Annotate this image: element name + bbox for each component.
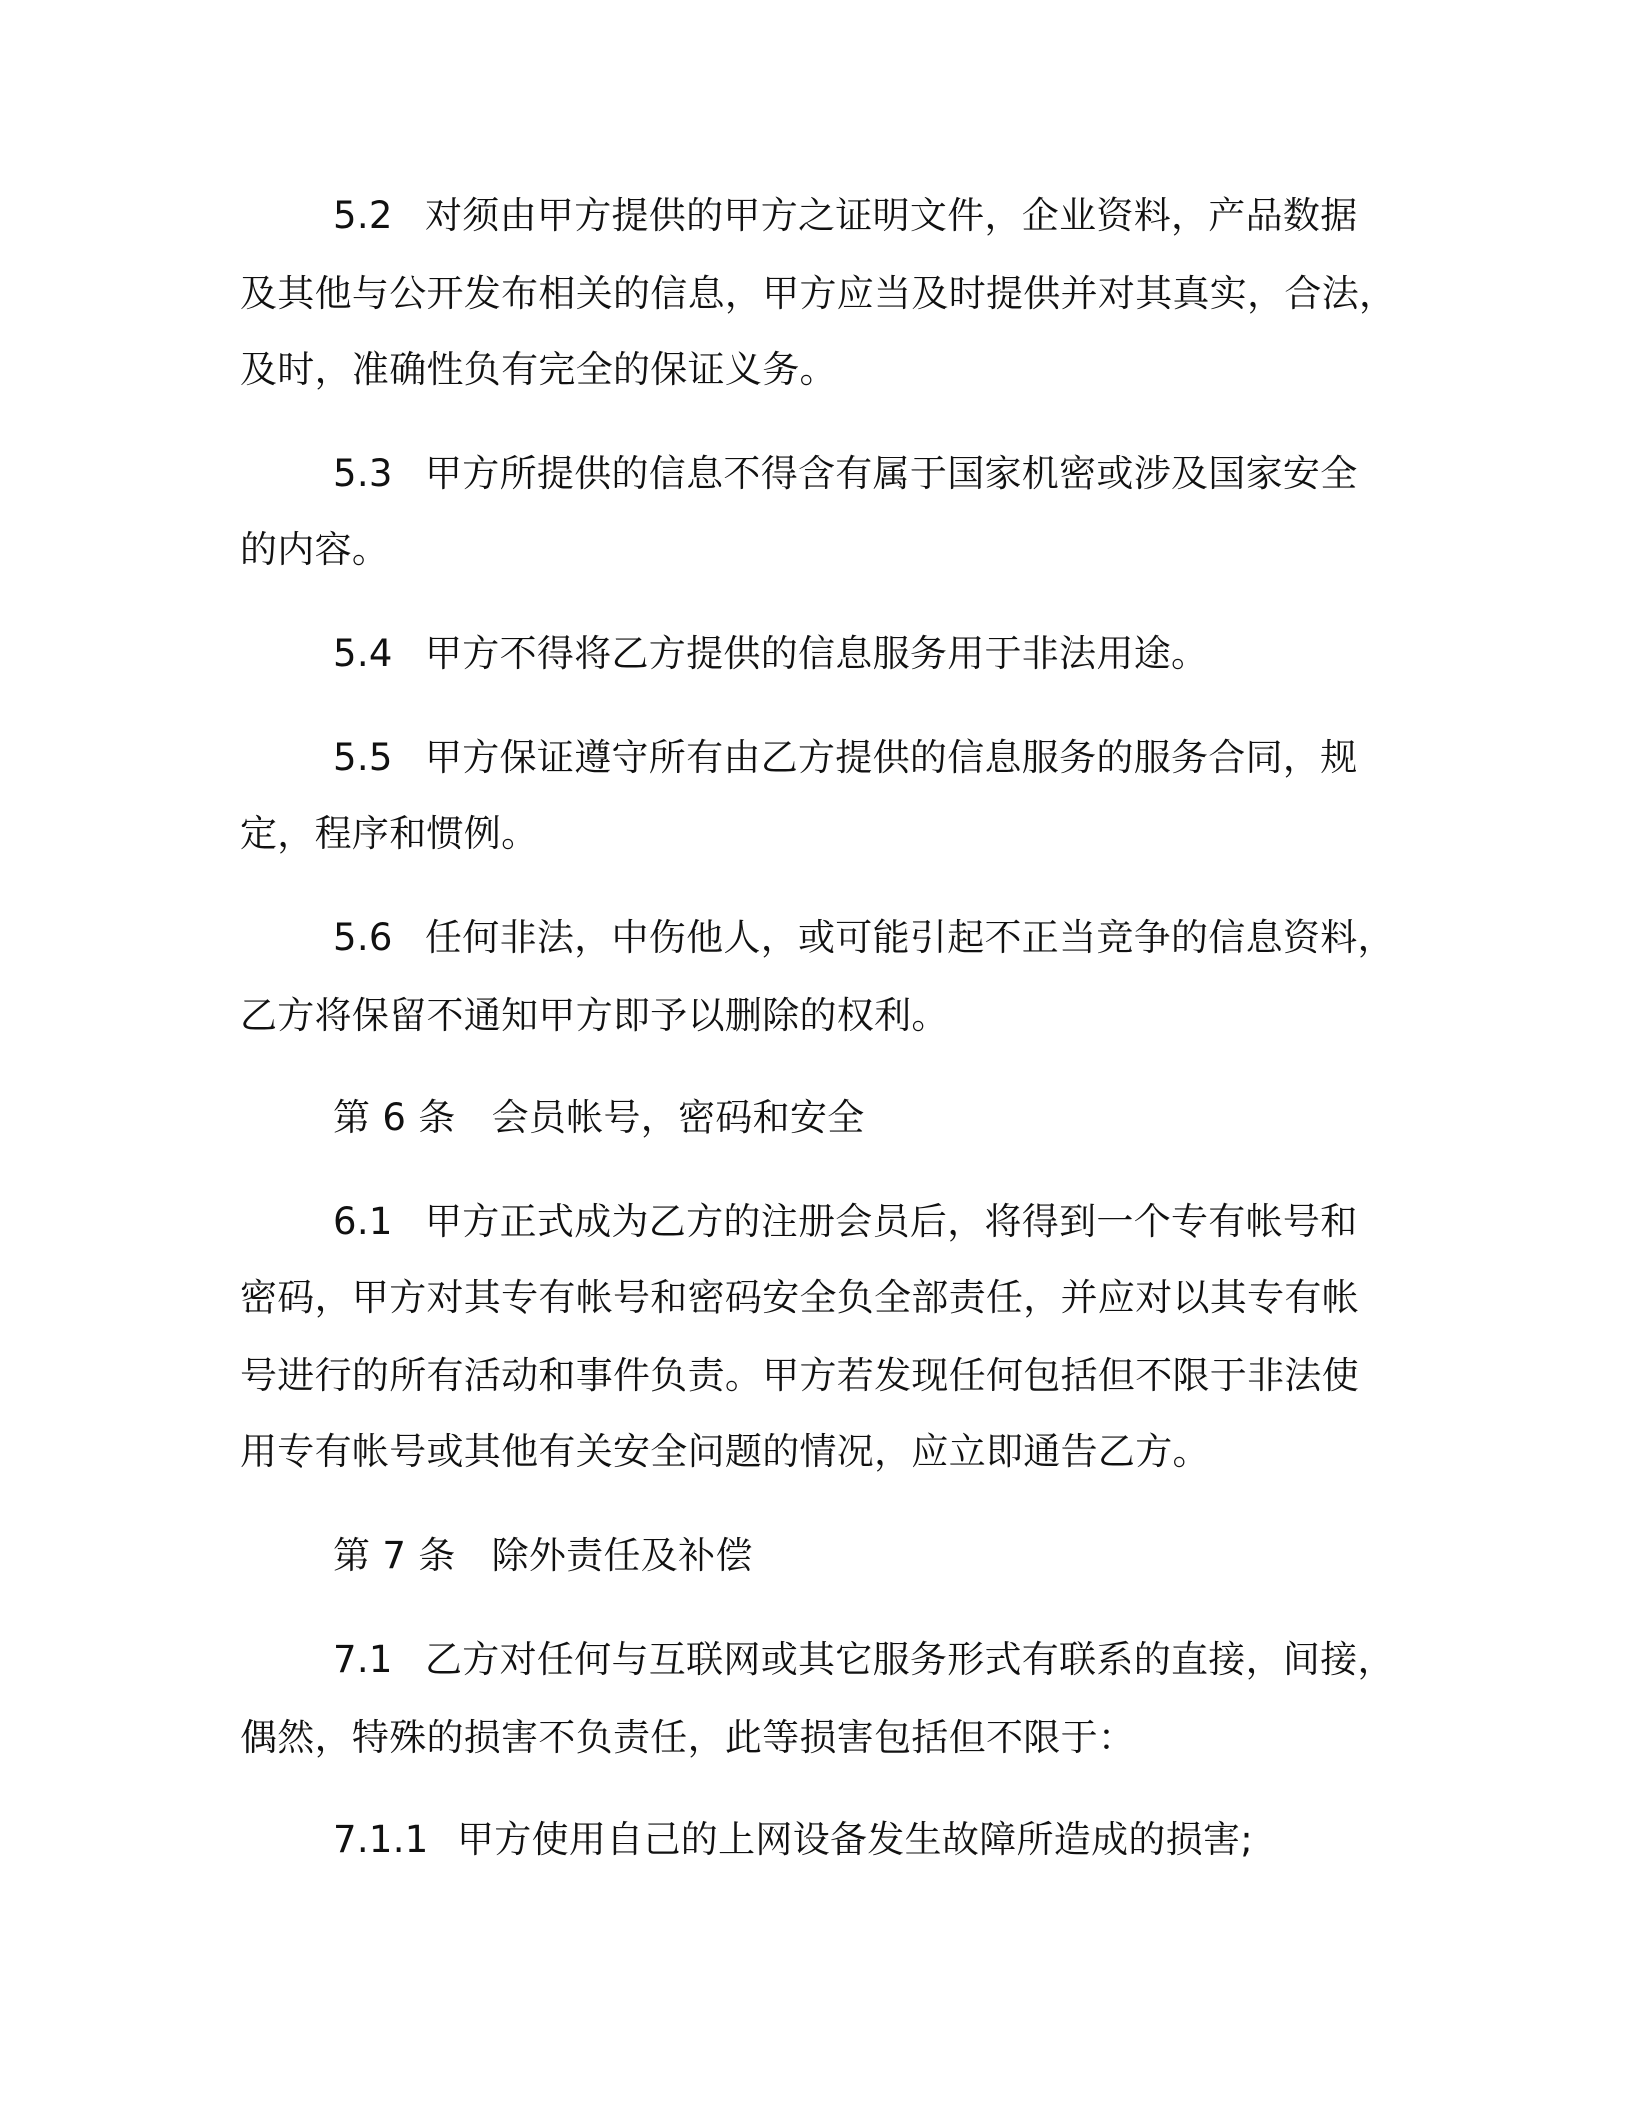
para-number: 6.1 <box>333 1200 393 1243</box>
para-number: 5.2 <box>333 194 393 237</box>
para-5-3-line-1 <box>333 448 1358 500</box>
para-text: 乙方对任何与互联网或其它服务形式有联系的直接，间接， <box>425 1638 1395 1681</box>
para-number: 7.1 <box>333 1638 393 1681</box>
para-number: 5.3 <box>333 452 393 495</box>
para-5-4-line-1 <box>333 628 1208 680</box>
para-number: 5.6 <box>333 916 393 959</box>
para-6-1-line-1 <box>333 1196 1358 1248</box>
para-6-1-line-2: 密码，甲方对其专有帐号和密码安全负全部责任，并应对以其专有帐 <box>240 1276 1359 1319</box>
para-number: 5.5 <box>333 736 393 779</box>
para-number: 5.4 <box>333 632 393 675</box>
para-text: 甲方所提供的信息不得含有属于国家机密或涉及国家安全 <box>425 452 1358 495</box>
para-5-6-line-2: 乙方将保留不通知甲方即予以删除的权利。 <box>240 994 949 1037</box>
para-5-2-line-1 <box>333 190 1358 242</box>
para-5-2-line-3: 及时，准确性负有完全的保证义务。 <box>240 348 837 391</box>
article-label: 第 7 条 <box>333 1534 456 1577</box>
article-7-heading <box>333 1530 753 1582</box>
para-7-1-line-2: 偶然，特殊的损害不负责任，此等损害包括但不限于： <box>240 1716 1136 1759</box>
para-number: 7.1.1 <box>333 1818 429 1861</box>
para-6-1-line-3: 号进行的所有活动和事件负责。甲方若发现任何包括但不限于非法使 <box>240 1354 1359 1397</box>
para-text: 甲方保证遵守所有由乙方提供的信息服务的服务合同，规 <box>425 736 1358 779</box>
para-5-5-line-2: 定，程序和惯例。 <box>240 812 539 855</box>
para-6-1-line-4: 用专有帐号或其他有关安全问题的情况，应立即通告乙方。 <box>240 1430 1210 1473</box>
para-5-2-line-2: 及其他与公开发布相关的信息，甲方应当及时提供并对其真实，合法， <box>240 272 1397 315</box>
para-text: 对须由甲方提供的甲方之证明文件，企业资料，产品数据 <box>425 194 1358 237</box>
para-5-3-line-2: 的内容。 <box>240 528 390 571</box>
para-text: 任何非法，中伤他人，或可能引起不正当竞争的信息资料， <box>425 916 1395 959</box>
para-5-6-line-1 <box>333 912 1395 964</box>
article-label: 第 6 条 <box>333 1096 456 1139</box>
para-7-1-line-1 <box>333 1634 1395 1686</box>
para-text: 甲方正式成为乙方的注册会员后，将得到一个专有帐号和 <box>425 1200 1358 1243</box>
article-6-heading <box>333 1092 865 1144</box>
para-7-1-1-line-1 <box>333 1814 1253 1866</box>
article-title: 除外责任及补偿 <box>491 1534 753 1577</box>
para-text: 甲方不得将乙方提供的信息服务用于非法用途。 <box>425 632 1209 675</box>
para-5-5-line-1 <box>333 732 1358 784</box>
para-text: 甲方使用自己的上网设备发生故障所造成的损害; <box>457 1818 1254 1861</box>
article-title: 会员帐号，密码和安全 <box>491 1096 865 1139</box>
